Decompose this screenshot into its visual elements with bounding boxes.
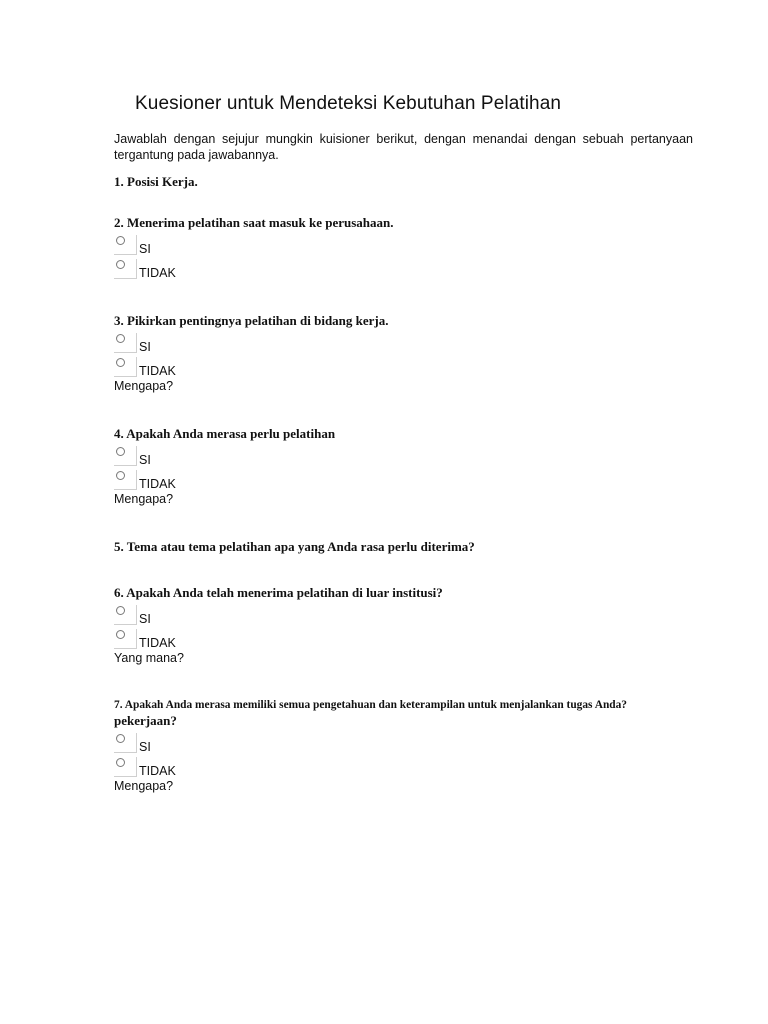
page-title: Kuesioner untuk Mendeteksi Kebutuhan Pelatihan [135, 93, 562, 114]
radio-button[interactable] [114, 357, 137, 377]
option-label: SI [139, 740, 151, 754]
radio-button[interactable] [114, 470, 137, 490]
followup-prompt: Mengapa? [114, 379, 174, 393]
question-text: 5. Tema atau tema pelatihan apa yang Anda rasa perlu diterima? [114, 539, 475, 554]
option-tidak[interactable] [114, 467, 693, 491]
question-6 [114, 585, 693, 666]
radio-button[interactable] [114, 757, 137, 777]
radio-button[interactable] [114, 446, 137, 466]
radio-circle-icon [116, 606, 125, 615]
instructions: Jawablah dengan sejujur mungkin kuisioner berikut, dengan menandai dengan sebuah pertanyaan tergantung pada jawabannya. [114, 132, 693, 162]
radio-circle-icon [116, 447, 125, 456]
followup-prompt: Yang mana? [114, 651, 184, 665]
radio-group [114, 330, 693, 378]
option-label: TIDAK [139, 364, 176, 378]
radio-circle-icon [116, 734, 125, 743]
option-label: TIDAK [139, 477, 176, 491]
radio-button[interactable] [114, 259, 137, 279]
questionnaire-page [114, 92, 693, 793]
question-3 [114, 313, 693, 394]
radio-button[interactable] [114, 733, 137, 753]
option-label: SI [139, 612, 151, 626]
option-label: SI [139, 242, 151, 256]
radio-circle-icon [116, 236, 125, 245]
question-text: 4. Apakah Anda merasa perlu pelatihan [114, 426, 336, 441]
question-text: 7. Apakah Anda merasa memiliki semua pengetahuan dan keterampilan untuk menjalankan tugas Anda? [114, 699, 627, 711]
followup-prompt: Mengapa? [114, 779, 174, 793]
question-4 [114, 426, 693, 507]
option-tidak[interactable] [114, 256, 693, 280]
radio-button[interactable] [114, 629, 137, 649]
radio-circle-icon [116, 630, 125, 639]
option-si[interactable] [114, 730, 693, 754]
option-si[interactable] [114, 330, 693, 354]
option-si[interactable] [114, 602, 693, 626]
option-si[interactable] [114, 232, 693, 256]
followup-prompt: Mengapa? [114, 492, 174, 506]
option-tidak[interactable] [114, 354, 693, 378]
option-label: SI [139, 453, 151, 467]
option-label: TIDAK [139, 266, 176, 280]
option-si[interactable] [114, 443, 693, 467]
radio-button[interactable] [114, 605, 137, 625]
radio-circle-icon [116, 758, 125, 767]
radio-button[interactable] [114, 333, 137, 353]
option-label: TIDAK [139, 636, 176, 650]
radio-group [114, 232, 693, 280]
radio-group [114, 443, 693, 491]
radio-button[interactable] [114, 235, 137, 255]
question-5 [114, 539, 693, 555]
option-label: SI [139, 340, 151, 354]
question-text: 3. Pikirkan pentingnya pelatihan di bidang kerja. [114, 313, 389, 328]
question-1 [114, 174, 693, 190]
option-label: TIDAK [139, 764, 176, 778]
question-text-continued: pekerjaan? [114, 713, 177, 728]
question-2 [114, 215, 693, 280]
radio-group [114, 730, 693, 778]
question-text: 1. Posisi Kerja. [114, 174, 198, 189]
radio-group [114, 602, 693, 650]
option-tidak[interactable] [114, 754, 693, 778]
option-tidak[interactable] [114, 626, 693, 650]
radio-circle-icon [116, 358, 125, 367]
radio-circle-icon [116, 260, 125, 269]
radio-circle-icon [116, 471, 125, 480]
question-text: 6. Apakah Anda telah menerima pelatihan di luar institusi? [114, 585, 443, 600]
radio-circle-icon [116, 334, 125, 343]
question-7 [114, 698, 693, 794]
question-text: 2. Menerima pelatihan saat masuk ke perusahaan. [114, 215, 394, 230]
